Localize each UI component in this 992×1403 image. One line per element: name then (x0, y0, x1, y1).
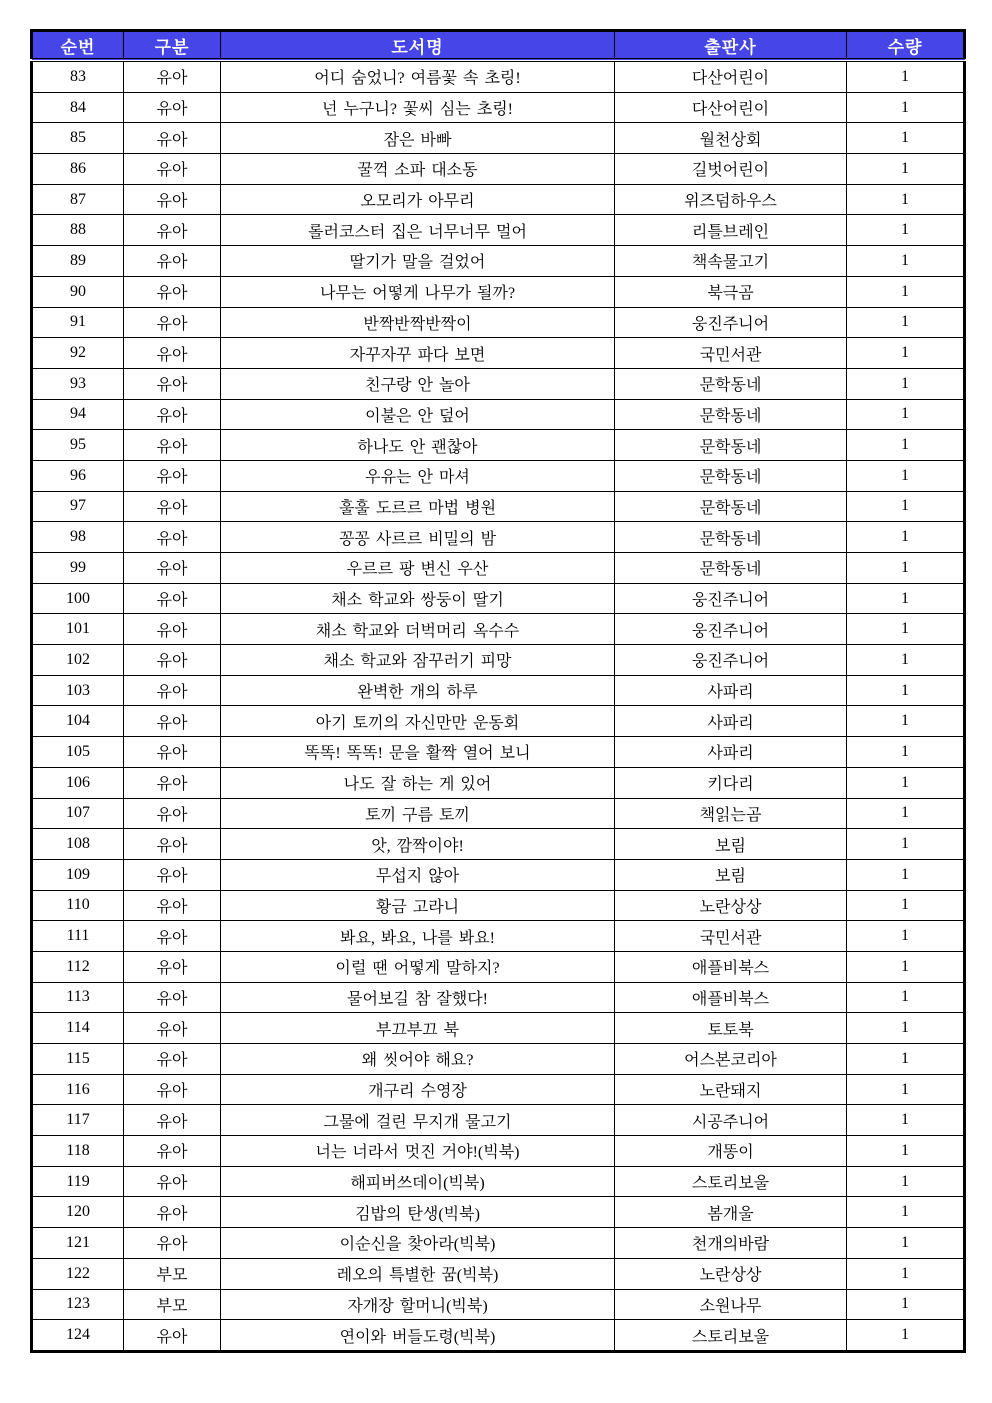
cell-no: 99 (32, 553, 124, 584)
cell-category: 유아 (124, 706, 221, 737)
cell-no: 96 (32, 460, 124, 491)
cell-category: 유아 (124, 798, 221, 829)
cell-qty: 1 (847, 951, 965, 982)
cell-publisher: 위즈덤하우스 (615, 184, 847, 215)
cell-category: 부모 (124, 1289, 221, 1320)
cell-title: 이순신을 찾아라(빅북) (221, 1228, 615, 1259)
cell-qty: 1 (847, 368, 965, 399)
cell-qty: 1 (847, 982, 965, 1013)
cell-title: 롤러코스터 집은 너무너무 멀어 (221, 215, 615, 246)
cell-publisher: 보림 (615, 829, 847, 860)
table-row (32, 675, 965, 706)
table-row (32, 430, 965, 461)
cell-title: 봐요, 봐요, 나를 봐요! (221, 921, 615, 952)
cell-category: 유아 (124, 154, 221, 185)
cell-no: 106 (32, 767, 124, 798)
cell-publisher: 리틀브레인 (615, 215, 847, 246)
cell-qty: 1 (847, 276, 965, 307)
cell-publisher: 어스본코리아 (615, 1044, 847, 1075)
cell-publisher: 책읽는곰 (615, 798, 847, 829)
cell-publisher: 사파리 (615, 706, 847, 737)
cell-qty: 1 (847, 767, 965, 798)
cell-category: 유아 (124, 60, 221, 92)
cell-title: 연이와 버들도령(빅북) (221, 1320, 615, 1352)
cell-no: 112 (32, 951, 124, 982)
cell-category: 유아 (124, 1228, 221, 1259)
cell-category: 유아 (124, 737, 221, 768)
cell-publisher: 문학동네 (615, 522, 847, 553)
table-row (32, 798, 965, 829)
table-row (32, 184, 965, 215)
cell-qty: 1 (847, 307, 965, 338)
cell-publisher: 노란돼지 (615, 1074, 847, 1105)
cell-title: 토끼 구름 토끼 (221, 798, 615, 829)
column-header-category: 구분 (124, 31, 221, 61)
cell-publisher: 책속물고기 (615, 246, 847, 277)
table-row (32, 1197, 965, 1228)
cell-qty: 1 (847, 737, 965, 768)
cell-qty: 1 (847, 645, 965, 676)
cell-title: 반짝반짝반짝이 (221, 307, 615, 338)
cell-qty: 1 (847, 614, 965, 645)
cell-category: 유아 (124, 1136, 221, 1167)
cell-no: 89 (32, 246, 124, 277)
table-row (32, 829, 965, 860)
cell-category: 유아 (124, 276, 221, 307)
table-row (32, 982, 965, 1013)
book-list-table (30, 29, 966, 1353)
cell-title: 우유는 안 마셔 (221, 460, 615, 491)
table-row (32, 706, 965, 737)
cell-category: 유아 (124, 184, 221, 215)
table-row (32, 1289, 965, 1320)
table-row (32, 399, 965, 430)
cell-category: 유아 (124, 767, 221, 798)
cell-no: 92 (32, 338, 124, 369)
cell-qty: 1 (847, 706, 965, 737)
table-row (32, 614, 965, 645)
cell-qty: 1 (847, 123, 965, 154)
cell-no: 84 (32, 92, 124, 123)
cell-title: 왜 씻어야 해요? (221, 1044, 615, 1075)
cell-title: 꽁꽁 사르르 비밀의 밤 (221, 522, 615, 553)
cell-no: 83 (32, 60, 124, 92)
cell-qty: 1 (847, 1044, 965, 1075)
cell-no: 93 (32, 368, 124, 399)
table-body (32, 60, 965, 1351)
cell-category: 유아 (124, 982, 221, 1013)
cell-qty: 1 (847, 460, 965, 491)
cell-title: 어디 숨었니? 여름꽃 속 초링! (221, 60, 615, 92)
column-header-no: 순번 (32, 31, 124, 61)
cell-no: 101 (32, 614, 124, 645)
table-row (32, 1228, 965, 1259)
cell-publisher: 문학동네 (615, 491, 847, 522)
cell-no: 120 (32, 1197, 124, 1228)
table-row (32, 307, 965, 338)
cell-no: 86 (32, 154, 124, 185)
cell-title: 너는 너라서 멋진 거야!(빅북) (221, 1136, 615, 1167)
cell-no: 102 (32, 645, 124, 676)
cell-qty: 1 (847, 1105, 965, 1136)
book-list-document (30, 29, 966, 1353)
cell-qty: 1 (847, 1228, 965, 1259)
cell-qty: 1 (847, 553, 965, 584)
cell-qty: 1 (847, 1320, 965, 1352)
cell-qty: 1 (847, 1074, 965, 1105)
cell-title: 황금 고라니 (221, 890, 615, 921)
table-row (32, 1074, 965, 1105)
cell-title: 개구리 수영장 (221, 1074, 615, 1105)
cell-no: 121 (32, 1228, 124, 1259)
table-row (32, 1166, 965, 1197)
cell-category: 유아 (124, 1105, 221, 1136)
cell-qty: 1 (847, 583, 965, 614)
cell-publisher: 스토리보울 (615, 1320, 847, 1352)
cell-qty: 1 (847, 338, 965, 369)
cell-category: 유아 (124, 951, 221, 982)
cell-category: 유아 (124, 338, 221, 369)
cell-category: 유아 (124, 430, 221, 461)
cell-no: 123 (32, 1289, 124, 1320)
cell-publisher: 월천상회 (615, 123, 847, 154)
cell-category: 유아 (124, 1013, 221, 1044)
cell-category: 유아 (124, 522, 221, 553)
table-row (32, 583, 965, 614)
cell-qty: 1 (847, 246, 965, 277)
cell-qty: 1 (847, 1136, 965, 1167)
cell-qty: 1 (847, 859, 965, 890)
table-row (32, 215, 965, 246)
cell-category: 유아 (124, 921, 221, 952)
cell-category: 유아 (124, 890, 221, 921)
cell-publisher: 노란상상 (615, 1258, 847, 1289)
cell-category: 유아 (124, 614, 221, 645)
cell-publisher: 천개의바람 (615, 1228, 847, 1259)
cell-no: 118 (32, 1136, 124, 1167)
cell-title: 채소 학교와 더벅머리 옥수수 (221, 614, 615, 645)
cell-qty: 1 (847, 184, 965, 215)
cell-no: 98 (32, 522, 124, 553)
cell-qty: 1 (847, 890, 965, 921)
cell-no: 119 (32, 1166, 124, 1197)
table-row (32, 154, 965, 185)
table-row (32, 338, 965, 369)
cell-qty: 1 (847, 829, 965, 860)
table-row (32, 553, 965, 584)
cell-title: 하나도 안 괜찮아 (221, 430, 615, 461)
cell-title: 딸기가 말을 걸었어 (221, 246, 615, 277)
cell-title: 친구랑 안 놀아 (221, 368, 615, 399)
cell-category: 유아 (124, 1166, 221, 1197)
table-row (32, 1258, 965, 1289)
cell-no: 100 (32, 583, 124, 614)
cell-qty: 1 (847, 921, 965, 952)
table-row (32, 951, 965, 982)
cell-publisher: 문학동네 (615, 399, 847, 430)
cell-title: 나도 잘 하는 게 있어 (221, 767, 615, 798)
cell-no: 103 (32, 675, 124, 706)
cell-title: 이럴 땐 어떻게 말하지? (221, 951, 615, 982)
cell-no: 117 (32, 1105, 124, 1136)
cell-category: 유아 (124, 675, 221, 706)
cell-no: 114 (32, 1013, 124, 1044)
cell-title: 아기 토끼의 자신만만 운동회 (221, 706, 615, 737)
cell-category: 유아 (124, 645, 221, 676)
cell-title: 자꾸자꾸 파다 보면 (221, 338, 615, 369)
cell-no: 94 (32, 399, 124, 430)
table-row (32, 368, 965, 399)
cell-publisher: 애플비북스 (615, 951, 847, 982)
cell-category: 유아 (124, 1074, 221, 1105)
cell-title: 훌훌 도르르 마법 병원 (221, 491, 615, 522)
cell-qty: 1 (847, 1289, 965, 1320)
cell-publisher: 보림 (615, 859, 847, 890)
cell-qty: 1 (847, 1258, 965, 1289)
cell-category: 유아 (124, 307, 221, 338)
cell-publisher: 개똥이 (615, 1136, 847, 1167)
cell-title: 넌 누구니? 꽃씨 심는 초링! (221, 92, 615, 123)
cell-no: 104 (32, 706, 124, 737)
cell-category: 유아 (124, 859, 221, 890)
table-row (32, 737, 965, 768)
cell-title: 우르르 팡 변신 우산 (221, 553, 615, 584)
cell-category: 유아 (124, 829, 221, 860)
cell-category: 유아 (124, 583, 221, 614)
table-row (32, 890, 965, 921)
cell-publisher: 사파리 (615, 675, 847, 706)
table-row (32, 921, 965, 952)
table-row (32, 460, 965, 491)
table-row (32, 1044, 965, 1075)
column-header-publisher: 출판사 (615, 31, 847, 61)
cell-category: 유아 (124, 1197, 221, 1228)
cell-title: 잠은 바빠 (221, 123, 615, 154)
table-row (32, 1013, 965, 1044)
cell-publisher: 다산어린이 (615, 60, 847, 92)
cell-no: 97 (32, 491, 124, 522)
cell-no: 87 (32, 184, 124, 215)
cell-title: 해피버쓰데이(빅북) (221, 1166, 615, 1197)
table-row (32, 522, 965, 553)
cell-title: 앗, 깜짝이야! (221, 829, 615, 860)
cell-no: 91 (32, 307, 124, 338)
cell-title: 나무는 어떻게 나무가 될까? (221, 276, 615, 307)
cell-publisher: 국민서관 (615, 338, 847, 369)
cell-category: 유아 (124, 368, 221, 399)
table-row (32, 1136, 965, 1167)
cell-publisher: 문학동네 (615, 368, 847, 399)
cell-title: 채소 학교와 쌍둥이 딸기 (221, 583, 615, 614)
cell-title: 완벽한 개의 하루 (221, 675, 615, 706)
cell-category: 유아 (124, 491, 221, 522)
cell-category: 유아 (124, 399, 221, 430)
column-header-title: 도서명 (221, 31, 615, 61)
cell-title: 김밥의 탄생(빅북) (221, 1197, 615, 1228)
cell-publisher: 웅진주니어 (615, 583, 847, 614)
cell-title: 부끄부끄 북 (221, 1013, 615, 1044)
cell-qty: 1 (847, 491, 965, 522)
table-row (32, 1105, 965, 1136)
cell-publisher: 문학동네 (615, 553, 847, 584)
table-row (32, 859, 965, 890)
cell-publisher: 스토리보울 (615, 1166, 847, 1197)
cell-publisher: 소원나무 (615, 1289, 847, 1320)
cell-publisher: 토토북 (615, 1013, 847, 1044)
cell-category: 유아 (124, 123, 221, 154)
cell-qty: 1 (847, 1166, 965, 1197)
cell-qty: 1 (847, 675, 965, 706)
cell-no: 105 (32, 737, 124, 768)
cell-publisher: 봄개울 (615, 1197, 847, 1228)
cell-no: 88 (32, 215, 124, 246)
cell-publisher: 문학동네 (615, 430, 847, 461)
cell-qty: 1 (847, 1197, 965, 1228)
table-row (32, 491, 965, 522)
cell-qty: 1 (847, 60, 965, 92)
cell-category: 유아 (124, 92, 221, 123)
table-row (32, 276, 965, 307)
cell-qty: 1 (847, 215, 965, 246)
cell-category: 유아 (124, 215, 221, 246)
cell-category: 유아 (124, 553, 221, 584)
table-row (32, 1320, 965, 1352)
cell-no: 110 (32, 890, 124, 921)
cell-category: 유아 (124, 1044, 221, 1075)
cell-no: 90 (32, 276, 124, 307)
cell-publisher: 국민서관 (615, 921, 847, 952)
cell-title: 레오의 특별한 꿈(빅북) (221, 1258, 615, 1289)
table-row (32, 645, 965, 676)
cell-qty: 1 (847, 154, 965, 185)
cell-publisher: 웅진주니어 (615, 307, 847, 338)
cell-qty: 1 (847, 399, 965, 430)
cell-no: 95 (32, 430, 124, 461)
cell-no: 124 (32, 1320, 124, 1352)
cell-publisher: 노란상상 (615, 890, 847, 921)
cell-title: 이불은 안 덮어 (221, 399, 615, 430)
cell-publisher: 웅진주니어 (615, 614, 847, 645)
cell-no: 111 (32, 921, 124, 952)
header-row (32, 31, 965, 61)
cell-no: 85 (32, 123, 124, 154)
cell-title: 무섭지 않아 (221, 859, 615, 890)
cell-publisher: 길벗어린이 (615, 154, 847, 185)
cell-qty: 1 (847, 92, 965, 123)
column-header-qty: 수량 (847, 31, 965, 61)
table-row (32, 92, 965, 123)
cell-no: 113 (32, 982, 124, 1013)
cell-no: 116 (32, 1074, 124, 1105)
cell-publisher: 문학동네 (615, 460, 847, 491)
cell-qty: 1 (847, 522, 965, 553)
cell-publisher: 다산어린이 (615, 92, 847, 123)
cell-publisher: 애플비북스 (615, 982, 847, 1013)
cell-no: 109 (32, 859, 124, 890)
cell-publisher: 키다리 (615, 767, 847, 798)
cell-title: 채소 학교와 잠꾸러기 피망 (221, 645, 615, 676)
cell-publisher: 북극곰 (615, 276, 847, 307)
cell-title: 자개장 할머니(빅북) (221, 1289, 615, 1320)
cell-no: 108 (32, 829, 124, 860)
cell-category: 유아 (124, 246, 221, 277)
cell-publisher: 웅진주니어 (615, 645, 847, 676)
cell-no: 115 (32, 1044, 124, 1075)
cell-title: 오모리가 아무리 (221, 184, 615, 215)
table-row (32, 767, 965, 798)
cell-qty: 1 (847, 1013, 965, 1044)
table-row (32, 123, 965, 154)
table-row (32, 246, 965, 277)
cell-no: 107 (32, 798, 124, 829)
cell-category: 유아 (124, 1320, 221, 1352)
cell-no: 122 (32, 1258, 124, 1289)
cell-publisher: 사파리 (615, 737, 847, 768)
cell-qty: 1 (847, 430, 965, 461)
cell-category: 부모 (124, 1258, 221, 1289)
cell-category: 유아 (124, 460, 221, 491)
cell-title: 똑똑! 똑똑! 문을 활짝 열어 보니 (221, 737, 615, 768)
cell-title: 물어보길 참 잘했다! (221, 982, 615, 1013)
cell-qty: 1 (847, 798, 965, 829)
cell-title: 그물에 걸린 무지개 물고기 (221, 1105, 615, 1136)
cell-title: 꿀꺽 소파 대소동 (221, 154, 615, 185)
table-row (32, 60, 965, 92)
cell-publisher: 시공주니어 (615, 1105, 847, 1136)
